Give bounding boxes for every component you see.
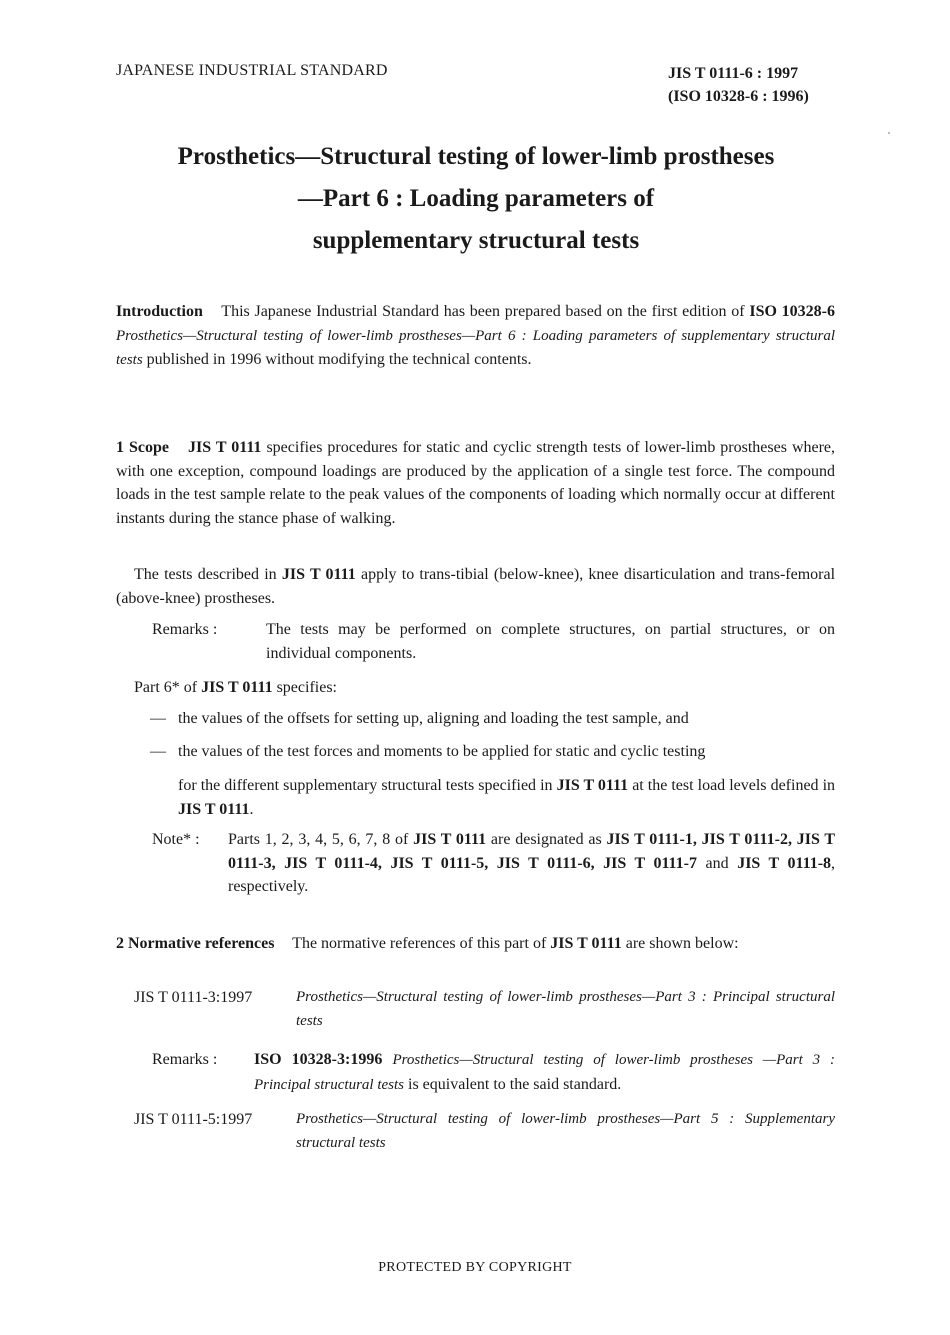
title-line-3: supplementary structural tests <box>312 227 640 254</box>
title-line-1: Prosthetics—Structural testing of lower-limb prostheses <box>177 143 775 170</box>
note-last-part: JIS T 0111-8 <box>737 854 832 872</box>
normative-text-b: are shown below: <box>625 935 739 952</box>
remarks-text <box>254 1048 835 1097</box>
dash-marker: — <box>150 743 166 760</box>
scope-paragraph-3 <box>134 676 835 700</box>
normative-references-paragraph <box>116 932 835 956</box>
remarks-iso-title: Prosthetics—Structural testing of lower-limb prostheses —Part 3 : Principal structural tests <box>254 1052 835 1093</box>
scope-p3-jis-ref: JIS T 0111 <box>201 679 273 696</box>
note-label: Note* : <box>152 831 200 848</box>
note-text-a: Parts 1, 2, 3, 4, 5, 6, 7, 8 of <box>228 831 409 848</box>
reference-item <box>134 986 835 1033</box>
iso-number: (ISO 10328-6 : 1996) <box>668 88 809 105</box>
note-text <box>228 828 835 899</box>
dash-marker: — <box>150 710 166 727</box>
normative-text-a: The normative references of this part of <box>292 935 547 952</box>
reference-title: Prosthetics—Structural testing of lower-limb prostheses—Part 3 : Principal structural tests <box>296 989 835 1029</box>
note-end: , respectively. <box>228 854 836 895</box>
remarks-iso-ref: ISO 10328-3:1996 <box>254 1051 383 1068</box>
note-jis-ref: JIS T 0111 <box>413 831 487 848</box>
scope-p2-text-b: apply to trans-tibial (below-knee), knee disarticulation and trans-femoral (above-knee) prostheses. <box>116 566 836 607</box>
standard-number-header <box>668 62 809 108</box>
scope-jis-ref: JIS T 0111 <box>188 439 262 456</box>
remarks-text: The tests may be performed on complete structures, on partial structures, or on individual components. <box>266 621 835 662</box>
scope-remarks <box>152 618 835 665</box>
list-continuation <box>178 774 835 821</box>
remarks-label: Remarks : <box>152 1051 218 1068</box>
reference-item <box>134 1108 835 1155</box>
note-and: and <box>705 854 729 872</box>
normative-jis-ref: JIS T 0111 <box>550 935 622 952</box>
introduction-iso-title: Prosthetics—Structural testing of lower-limb prostheses—Part 6 : Loading parameters of supplementary structural tests <box>116 327 835 368</box>
title-line-2: —Part 6 : Loading parameters of <box>297 185 655 212</box>
scope-paragraph-1 <box>116 436 835 530</box>
scope-paragraph-2 <box>116 563 835 610</box>
scope-p3-text-b: specifies: <box>276 679 337 696</box>
jis-number: JIS T 0111-6 : 1997 <box>668 65 799 82</box>
continuation-text-a: for the different supplementary structural tests specified in <box>178 777 553 794</box>
introduction-text-1: This Japanese Industrial Standard has been prepared based on the first edition of <box>221 303 745 320</box>
remarks-label: Remarks : <box>152 621 218 638</box>
continuation-period: . <box>249 800 254 818</box>
list-item-text: the values of the offsets for setting up, aligning and loading the test sample, and <box>178 710 689 727</box>
copyright-footer: PROTECTED BY COPYRIGHT <box>378 1260 572 1275</box>
continuation-jis-ref-1: JIS T 0111 <box>556 777 629 794</box>
continuation-text-b: at the test load levels defined in <box>632 777 836 794</box>
introduction-iso-ref: ISO 10328-6 <box>749 303 835 320</box>
introduction-text-2: published in 1996 without modifying the technical contents. <box>146 351 532 368</box>
reference-code: JIS T 0111-5:1997 <box>134 1111 253 1128</box>
list-item <box>150 740 835 764</box>
normative-heading: 2 Normative references <box>116 935 275 952</box>
list-item-text: the values of the test forces and moments to be applied for static and cyclic testing <box>178 743 706 760</box>
scope-heading: 1 Scope <box>116 439 169 456</box>
introduction-paragraph <box>116 300 835 373</box>
scan-speck <box>888 132 890 134</box>
scope-p2-text-a: The tests described in <box>134 566 277 583</box>
document-title <box>100 136 852 262</box>
note-part-list: JIS T 0111-1, JIS T 0111-2, JIS T 0111-3, JIS T 0111-4, JIS T 0111-5, JIS T 0111-6, JIS T 0111-7 <box>228 831 836 872</box>
scope-note <box>152 828 835 899</box>
list-item <box>150 707 835 731</box>
standard-type-header: JAPANESE INDUSTRIAL STANDARD <box>116 62 388 79</box>
scope-p3-text-a: Part 6* of <box>134 679 198 696</box>
scope-p2-jis-ref: JIS T 0111 <box>281 566 356 583</box>
reference-title: Prosthetics—Structural testing of lower-limb prostheses—Part 5 : Supplementary structural tests <box>296 1111 835 1151</box>
continuation-jis-ref-2: JIS T 0111 <box>178 800 250 818</box>
note-text-b: are designated as <box>490 831 602 848</box>
reference-code: JIS T 0111-3:1997 <box>134 989 253 1006</box>
reference-remarks <box>152 1048 835 1097</box>
remarks-end: is equivalent to the said standard. <box>408 1075 622 1093</box>
introduction-heading: Introduction <box>116 303 203 320</box>
scope-text-1: specifies procedures for static and cyclic strength tests of lower-limb prostheses where, with one exception, compound loadings are produced by the application of a single test force. The compound loads in the test sample relate to the peak values of the components of loading which normally occur at different instants during the stance phase of walking. <box>116 439 836 527</box>
